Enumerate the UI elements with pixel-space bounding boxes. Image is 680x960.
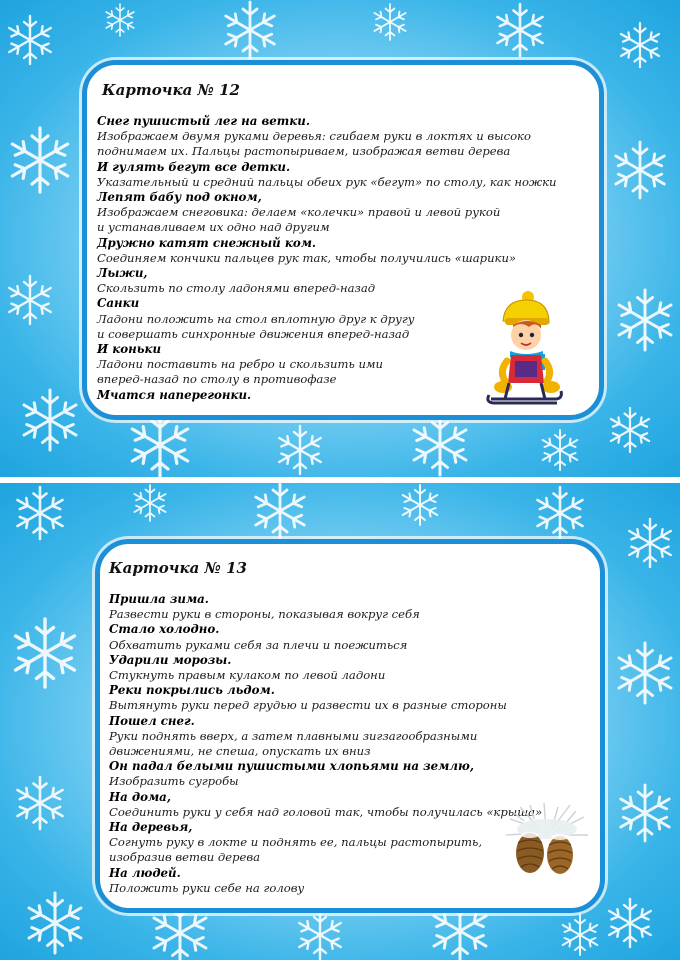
card-13 [95, 539, 605, 913]
instruction-line: Соединяем кончики пальцев рук так, чтобы получились «шарики» [97, 250, 517, 265]
card-12 [82, 60, 604, 420]
instruction-line: Ладони положить на стол вплотную друг к другу [97, 311, 415, 326]
verse-line: Реки покрылись льдом. [109, 683, 275, 698]
instruction-line: Руки поднять вверх, а затем плавными зигзагообразными [109, 728, 478, 743]
instruction-line: и совершать синхронные движения вперед-назад [97, 326, 410, 341]
verse-line: На дома, [109, 789, 171, 804]
instruction-line: Обхватить руками себя за плечи и поежиться [109, 637, 408, 652]
instruction-line: Вытянуть руки перед грудью и развести их в разные стороны [109, 698, 507, 713]
card-12-title: Карточка № 12 [102, 81, 240, 99]
verse-line: Лыжи, [97, 266, 148, 281]
verse-line: И коньки [97, 342, 162, 357]
instruction-line: Развести руки в стороны, показывая вокруг себя [109, 607, 420, 622]
instruction-line: вперед-назад по столу в противофазе [97, 372, 337, 387]
verse-line: Пришла зима. [109, 592, 209, 606]
pine-cones-illustration [500, 799, 590, 877]
instruction-line: изобразив ветви дерева [109, 850, 261, 865]
boy-on-sled-illustration [481, 291, 565, 411]
verse-line: На деревья, [109, 820, 193, 835]
verse-line: Стало холодно. [109, 622, 220, 637]
verse-line: И гулять бегут все детки. [97, 159, 291, 174]
instruction-line: Изобразить сугробы [109, 774, 239, 789]
card-12-text [97, 114, 557, 403]
verse-line: Лепят бабу под окном, [97, 190, 262, 205]
verse-line: Пошел снег. [109, 713, 195, 728]
card-13-title: Карточка № 13 [109, 559, 247, 577]
instruction-line: Изображаем двумя руками деревья: сгибаем руки в локтях и высоко [97, 129, 531, 144]
verse-line: Санки [97, 296, 140, 311]
card-13-panel [0, 483, 680, 960]
verse-line: Он падал белыми пушистыми хлопьями на землю, [109, 759, 474, 774]
verse-line: Ударили морозы. [109, 652, 232, 667]
instruction-line: Указательный и средний пальцы обеих рук «бегут» по столу, как ножки [97, 174, 557, 189]
verse-line: На людей. [109, 865, 181, 880]
instruction-line: Соединить руки у себя над головой так, чтобы получилась «крыша» [109, 804, 543, 819]
card-12-panel [0, 0, 680, 477]
instruction-line: поднимаем их. Пальцы растопыриваем, изображая ветви дерева [97, 144, 511, 159]
instruction-line: Изображаем снеговика: делаем «колечки» правой и левой рукой [97, 205, 501, 220]
verse-line: Дружно катят снежный ком. [97, 235, 317, 250]
instruction-line: Положить руки себе на голову [109, 880, 305, 895]
instruction-line: Стукнуть правым кулаком по левой ладони [109, 668, 386, 683]
instruction-line: движениями, не спеша, опускать их вниз [109, 744, 371, 759]
instruction-line: Скользить по столу ладонями вперед-назад [97, 281, 376, 296]
instruction-line: Ладони поставить на ребро и скользить ими [97, 357, 384, 372]
instruction-line: и устанавливаем их одно над другим [97, 220, 330, 235]
instruction-line: Согнуть руку в локте и поднять ее, пальцы растопырить, [109, 835, 483, 850]
verse-line: Мчатся наперегонки. [97, 387, 252, 402]
verse-line: Снег пушистый лег на ветки. [97, 114, 310, 128]
